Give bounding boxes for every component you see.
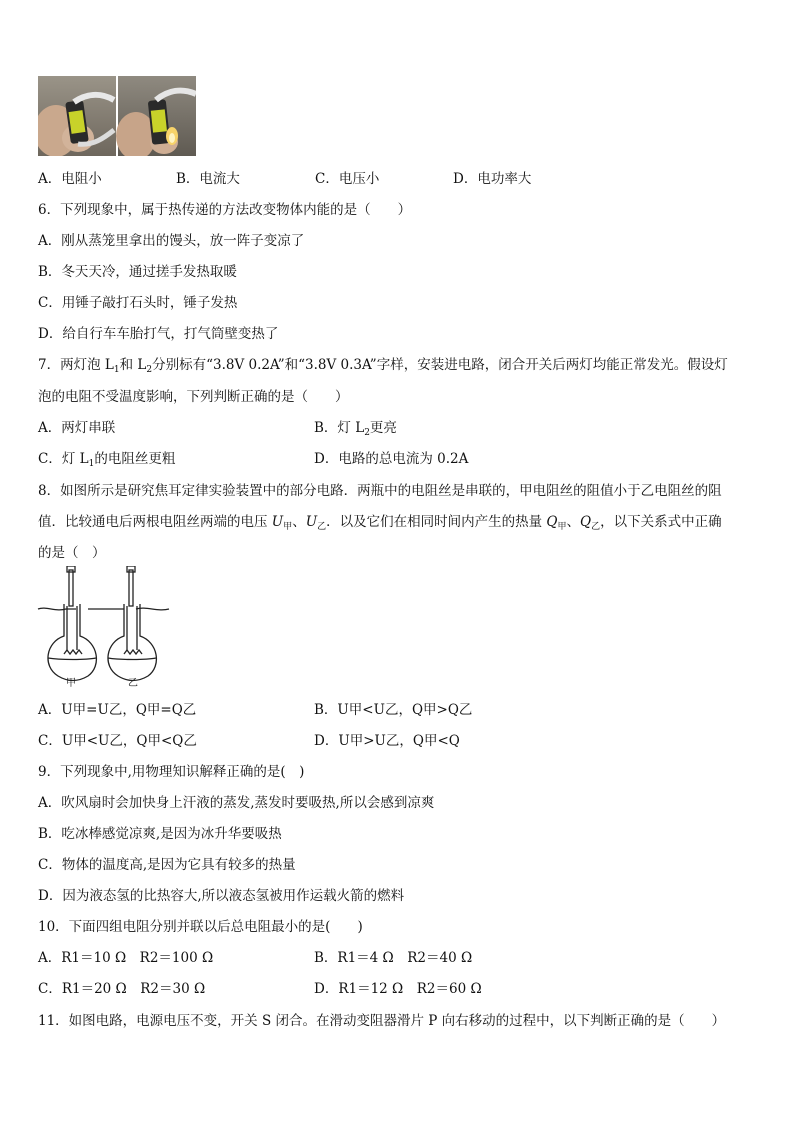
q8-option-c: C．U甲<U乙，Q甲<Q乙 <box>38 733 197 749</box>
q7-option-c: C．灯 $L_1$的电阻丝更粗 <box>38 451 176 469</box>
q6-option-b: B．冬天天冷，通过搓手发热取暖 <box>38 264 237 280</box>
q5-option-d: D．电功率大 <box>453 171 532 187</box>
q10-option-a: A．R1＝10 Ω R2＝100 Ω <box>38 950 214 966</box>
q8-stem-line3: 的是（ ） <box>38 545 106 561</box>
battery-foil-photo <box>38 76 196 156</box>
q11-stem: 11．如图电路，电源电压不变，开关 S 闭合。在滑动变阻器滑片 P 向右移动的过程中，以下判断正确的是（ ） <box>38 1013 726 1029</box>
q7-option-d: D．电路的总电流为 0.2A <box>314 451 469 467</box>
q6-stem: 6．下列现象中，属于热传递的方法改变物体内能的是（ ） <box>38 202 412 218</box>
q7-stem-line2: 泡的电阻不受温度影响，下列判断正确的是（ ） <box>38 389 349 405</box>
q8-stem-line2: 值．比较通电后两根电阻丝两端的电压 $U_甲$、$U_乙$．以及它们在相同时间内产生的热量 $Q_甲$、$Q_乙$，以下关系式中正确 <box>38 514 722 532</box>
q5-option-b: B．电流大 <box>176 171 240 187</box>
q5-option-c: C．电压小 <box>315 171 380 187</box>
q6-option-a: A．刚从蒸笼里拿出的馒头，放一阵子变凉了 <box>38 233 305 249</box>
flask-label-yi: 乙 <box>128 678 138 688</box>
q7-option-b: B．灯 $L_2$更亮 <box>314 420 397 438</box>
q10-option-c: C．R1＝20 Ω R2＝30 Ω <box>38 981 206 997</box>
joule-law-flasks-diagram <box>36 566 171 688</box>
q7-option-a: A．两灯串联 <box>38 420 116 436</box>
q9-option-a: A．吹风扇时会加快身上汗液的蒸发,蒸发时要吸热,所以会感到凉爽 <box>38 795 435 811</box>
q8-option-d: D．U甲>U乙，Q甲<Q <box>314 733 460 749</box>
q10-option-b: B．R1＝4 Ω R2＝40 Ω <box>314 950 473 966</box>
flask-label-jia: 甲 <box>66 678 76 688</box>
q9-stem: 9．下列现象中,用物理知识解释正确的是( ) <box>38 764 305 780</box>
q10-option-d: D．R1＝12 Ω R2＝60 Ω <box>314 981 482 997</box>
q6-option-d: D．给自行车车胎打气，打气筒壁变热了 <box>38 326 279 342</box>
q8-option-a: A．U甲=U乙，Q甲=Q乙 <box>38 702 197 718</box>
q9-option-b: B．吃冰棒感觉凉爽,是因为冰升华要吸热 <box>38 826 282 842</box>
q8-option-b: B．U甲<U乙，Q甲>Q乙 <box>314 702 473 718</box>
q5-option-a: A．电阻小 <box>38 171 102 187</box>
q8-stem-line1: 8．如图所示是研究焦耳定律实验装置中的部分电路．两瓶中的电阻丝是串联的，甲电阻丝的阻值小于乙电阻丝的阻 <box>38 483 722 499</box>
q9-option-d: D．因为液态氢的比热容大,所以液态氢被用作运载火箭的燃料 <box>38 888 405 904</box>
q9-option-c: C．物体的温度高,是因为它具有较多的热量 <box>38 857 296 873</box>
q6-option-c: C．用锤子敲打石头时，锤子发热 <box>38 295 238 311</box>
q7-stem-line1: 7．两灯泡 $L_1$和 $L_2$分别标有“3.8V 0.2A”和“3.8V 0.3A”字样，安装进电路，闭合开关后两灯均能正常发光。假设灯 <box>38 357 728 375</box>
q10-stem: 10．下面四组电阻分别并联以后总电阻最小的是( ) <box>38 919 363 935</box>
